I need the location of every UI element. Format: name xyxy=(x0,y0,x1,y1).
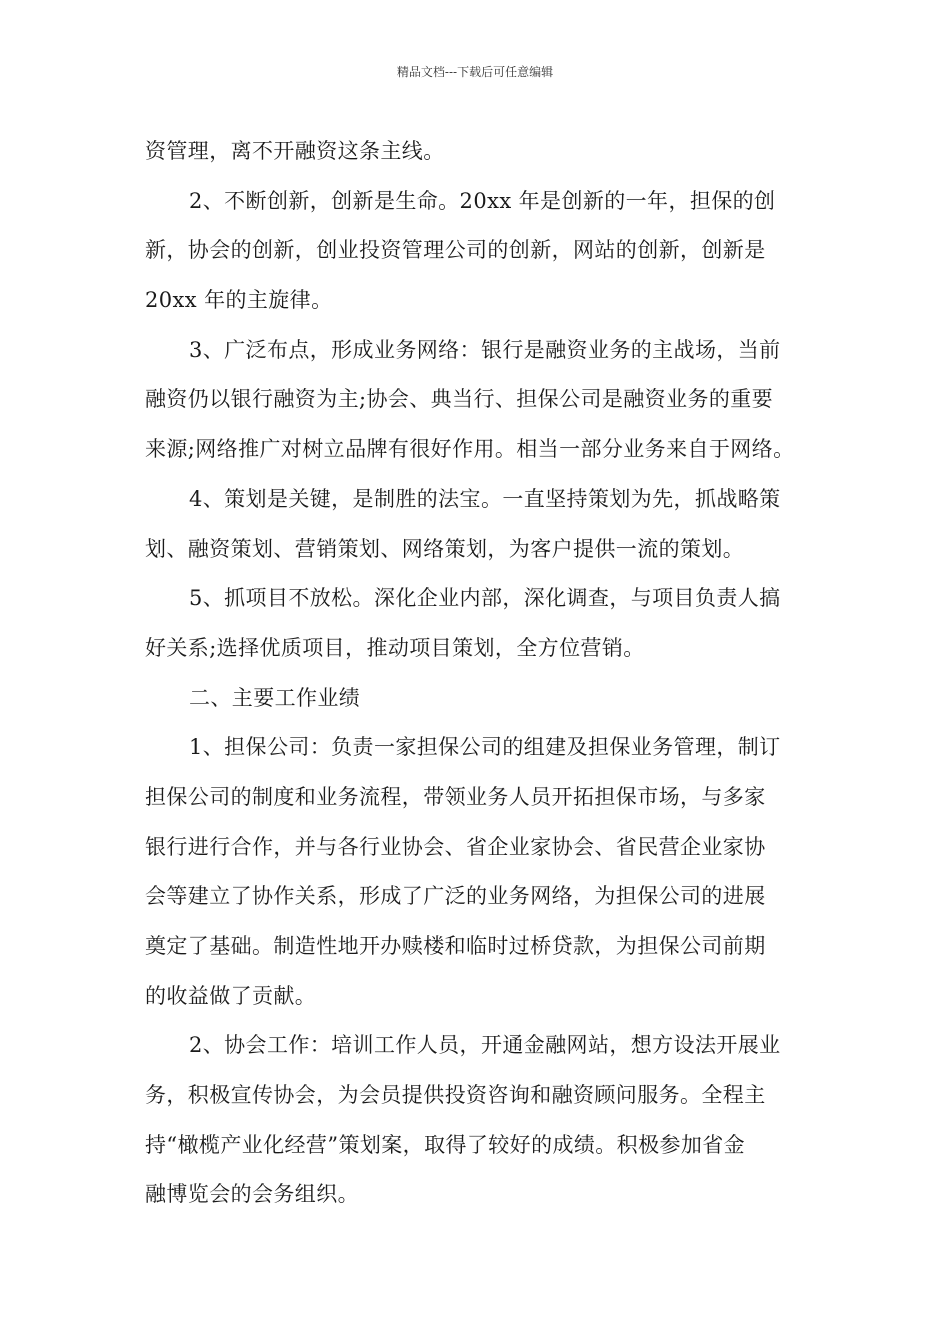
section-heading: 二、主要工作业绩 xyxy=(189,685,361,710)
document-body xyxy=(145,127,817,1220)
body-line: 新，协会的创新，创业投资管理公司的创新，网站的创新，创新是 xyxy=(145,238,766,263)
body-line: 融资仍以银行融资为主;协会、典当行、担保公司是融资业务的重要 xyxy=(145,387,774,412)
body-line: 3、广泛布点，形成业务网络：银行是融资业务的主战场，当前 xyxy=(189,337,781,362)
body-line: 资管理，离不开融资这条主线。 xyxy=(145,139,445,163)
body-line: 划、融资策划、营销策划、网络策划，为客户提供一流的策划。 xyxy=(145,536,745,561)
body-line: 5、抓项目不放松。深化企业内部，深化调查，与项目负责人搞 xyxy=(189,586,781,611)
body-line: 2、协会工作：培训工作人员，开通金融网站，想方设法开展业 xyxy=(189,1033,781,1058)
body-line: 奠定了基础。制造性地开办赎楼和临时过桥贷款，为担保公司前期 xyxy=(145,934,766,958)
body-line: 4、策划是关键，是制胜的法宝。一直坚持策划为先，抓战略策 xyxy=(189,486,781,511)
body-line: 担保公司的制度和业务流程，带领业务人员开拓担保市场，与多家 xyxy=(145,784,766,809)
body-line: 的收益做了贡献。 xyxy=(145,983,317,1008)
page-header: 精品文档---下载后可任意编辑 xyxy=(396,65,554,79)
body-line: 20xx 年的主旋律。 xyxy=(145,288,333,313)
body-line: 持“橄榄产业化经营”策划案，取得了较好的成绩。积极参加省金 xyxy=(145,1132,746,1157)
body-line: 务，积极宣传协会，为会员提供投资咨询和融资顾问服务。全程主 xyxy=(145,1083,766,1108)
body-line: 会等建立了协作关系，形成了广泛的业务网络，为担保公司的进展 xyxy=(145,884,766,909)
body-line: 银行进行合作，并与各行业协会、省企业家协会、省民营企业家协 xyxy=(145,834,766,859)
body-line: 1、担保公司：负责一家担保公司的组建及担保业务管理，制订 xyxy=(189,735,781,760)
body-line: 来源;网络推广对树立品牌有很好作用。相当一部分业务来自于网络。 xyxy=(145,437,795,462)
body-line: 2、不断创新，创新是生命。20xx 年是创新的一年，担保的创 xyxy=(189,188,776,213)
body-line: 融博览会的会务组织。 xyxy=(145,1182,359,1207)
body-line: 好关系;选择优质项目，推动项目策划，全方位营销。 xyxy=(145,635,645,660)
